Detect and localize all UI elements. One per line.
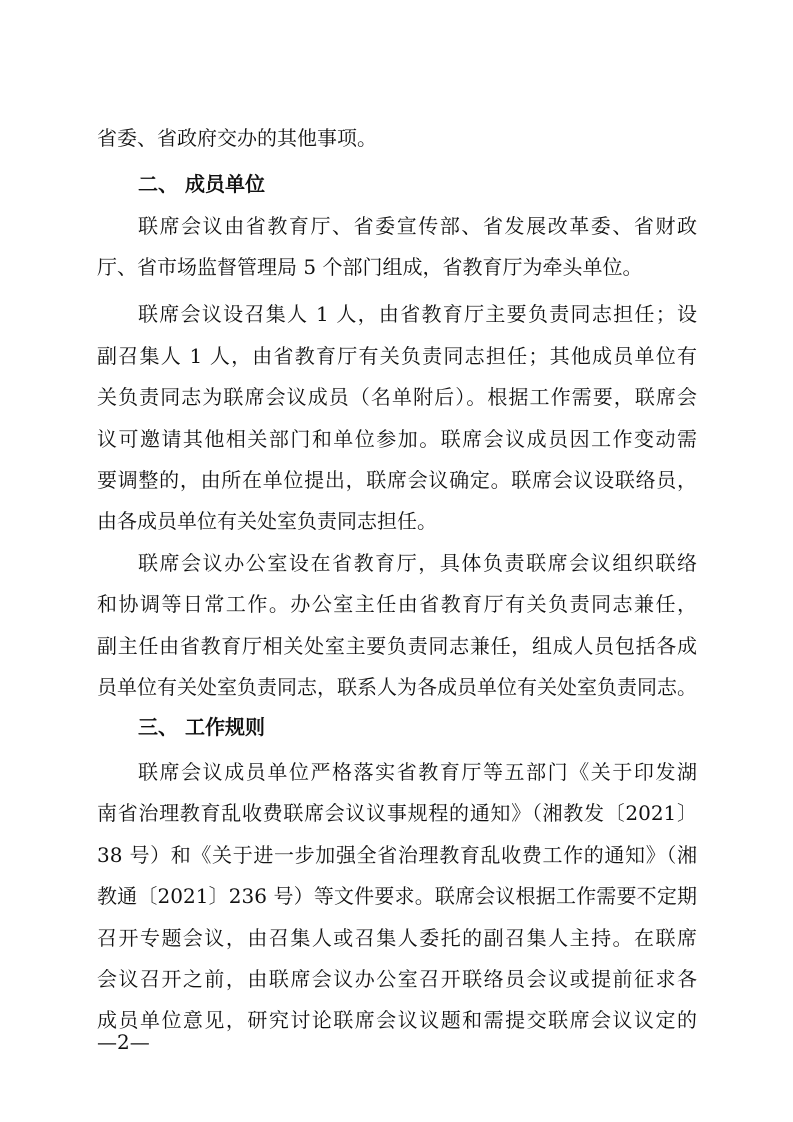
paragraph-line: 省委、省政府交办的其他事项。 [97,126,377,150]
paragraph-line: 员单位有关处室负责同志，联系人为各成员单位有关处室负责同志。 [97,675,697,699]
section-heading-members: 二、 成员单位 [138,172,265,196]
paragraph-line: 厅、省市场监督管理局 5 个部门组成，省教育厅为牵头单位。 [97,255,643,279]
section-heading-work-rules: 三、 工作规则 [138,715,265,739]
paragraph-line: 召开专题会议，由召集人或召集人委托的副召集人主持。在联席 [97,926,697,950]
paragraph-line: 由各成员单位有关处室负责同志担任。 [97,509,437,533]
paragraph-line: 关负责同志为联席会议成员（名单附后）。根据工作需要，联席会 [97,385,697,409]
paragraph-line: 联席会议成员单位严格落实省教育厅等五部门《关于印发湖 [138,760,697,784]
paragraph-line: 联席会议办公室设在省教育厅，具体负责联席会议组织联络 [138,551,697,575]
paragraph-line: 成员单位意见，研究讨论联席会议议题和需提交联席会议议定的 [97,1008,697,1032]
paragraph-line: 联席会议设召集人 1 人，由省教育厅主要负责同志担任；设 [138,302,697,326]
paragraph-line: 南省治理教育乱收费联席会议议事规程的通知》（湘教发〔2021〕 [97,801,697,825]
paragraph-line: 联席会议由省教育厅、省委宣传部、省发展改革委、省财政 [138,214,697,238]
paragraph-line: 副召集人 1 人，由省教育厅有关负责同志担任；其他成员单位有 [97,344,697,368]
paragraph-line: 教通〔2021〕236 号）等文件要求。联席会议根据工作需要不定期 [97,884,697,908]
paragraph-line: 副主任由省教育厅相关处室主要负责同志兼任，组成人员包括各成 [97,634,697,658]
paragraph-line: 议可邀请其他相关部门和单位参加。联席会议成员因工作变动需 [97,427,697,451]
page-number: —2— [97,1030,150,1054]
paragraph-line: 和协调等日常工作。办公室主任由省教育厅有关负责同志兼任， [97,592,697,616]
paragraph-line: 38 号）和《关于进一步加强全省治理教育乱收费工作的通知》（湘 [97,843,697,867]
paragraph-line: 会议召开之前，由联席会议办公室召开联络员会议或提前征求各 [97,967,697,991]
paragraph-line: 要调整的，由所在单位提出，联席会议确定。联席会议设联络员， [97,468,697,492]
